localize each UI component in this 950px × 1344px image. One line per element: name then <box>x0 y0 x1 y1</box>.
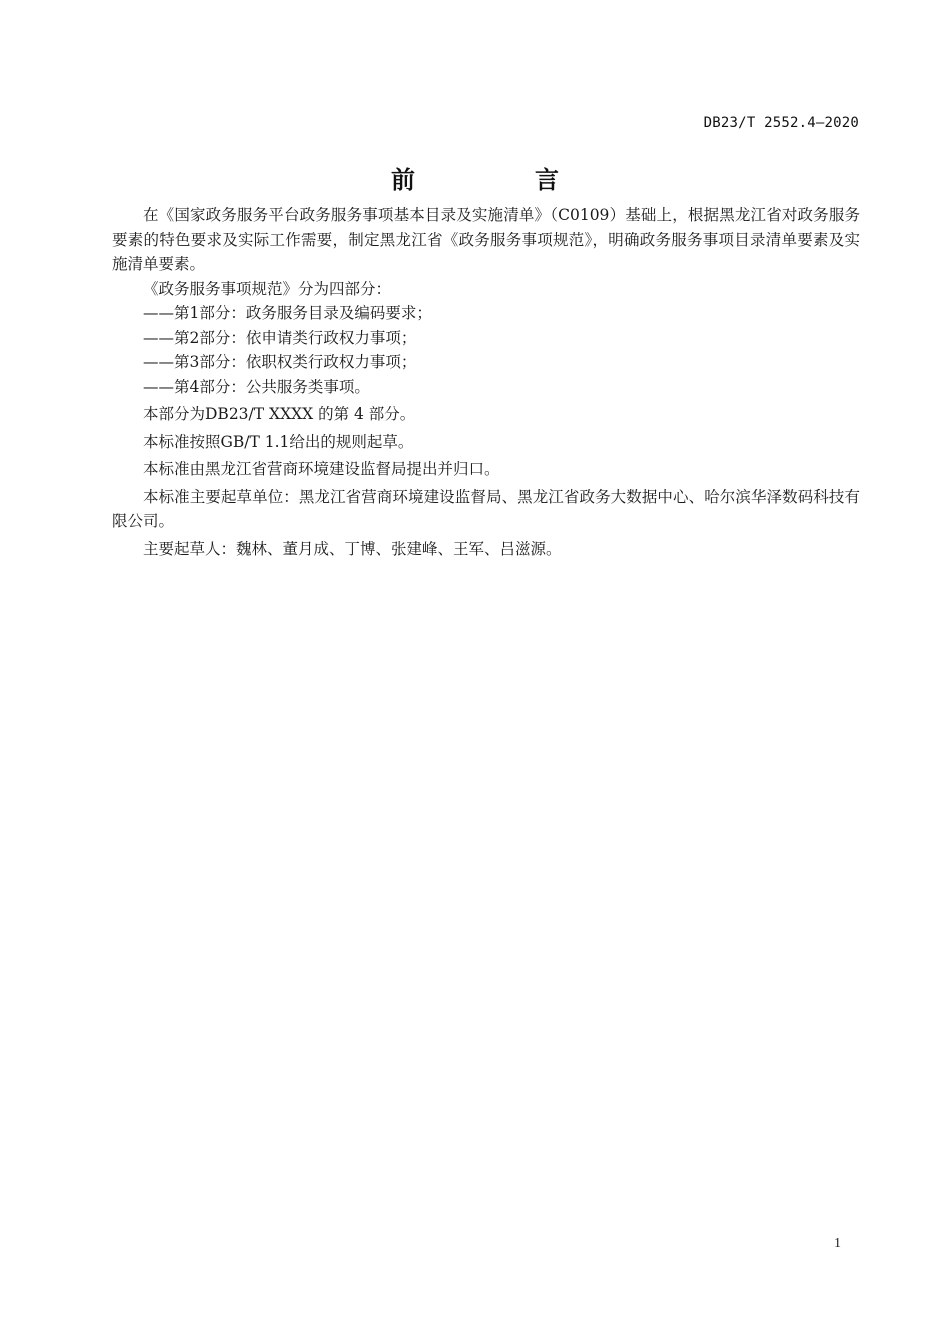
paragraph-drafting-units: 本标准主要起草单位：黑龙江省营商环境建设监督局、黑龙江省政务大数据中心、哈尔滨华泽数码科技有限公司。 <box>112 487 860 530</box>
paragraph-parts-heading: 《政务服务事项规范》分为四部分： <box>143 279 392 298</box>
paragraph-drafters: 主要起草人：魏林、董月成、丁博、张建峰、王军、吕滋源。 <box>143 539 562 558</box>
document-code: DB23/T 2552.4—2020 <box>703 115 859 131</box>
list-item-part-1: ——第1部分：政务服务目录及编码要求； <box>143 304 432 322</box>
page-number: 1 <box>834 1236 841 1251</box>
paragraph-intro: 在《国家政务服务平台政务服务事项基本目录及实施清单》（C0109）基础上，根据黑龙江省对政务服务要素的特色要求及实际工作需要，制定黑龙江省《政务服务事项规范》，明确政务服务事项目录清单要素及实施清单要素。 <box>112 206 860 273</box>
paragraph-drafting-rules: 本标准按照GB/T 1.1给出的规则起草。 <box>143 432 414 451</box>
list-item-part-3: ——第3部分：依职权类行政权力事项； <box>143 353 417 371</box>
page-title: 前 言 <box>391 166 607 194</box>
paragraph-part-number: 本部分为DB23/T XXXX 的第 4 部分。 <box>143 405 416 423</box>
foreword-body <box>112 203 860 561</box>
list-item-part-2: ——第2部分：依申请类行政权力事项； <box>143 328 417 347</box>
paragraph-proposer: 本标准由黑龙江省营商环境建设监督局提出并归口。 <box>143 460 500 478</box>
list-item-part-4: ——第4部分：公共服务类事项。 <box>143 377 370 396</box>
